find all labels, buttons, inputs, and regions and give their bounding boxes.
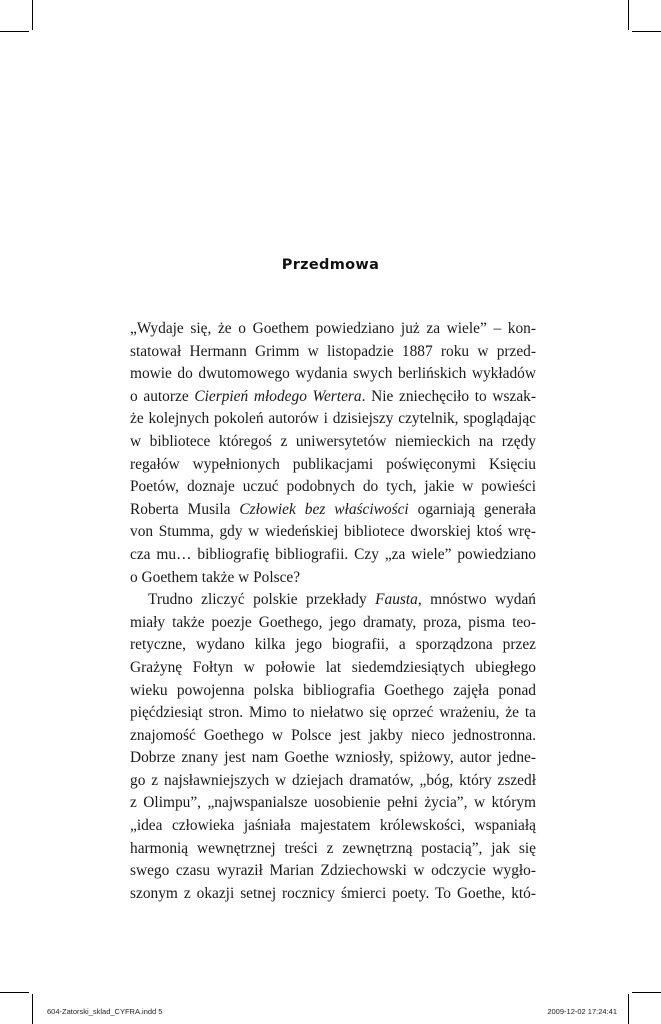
text-line — [130, 680, 536, 703]
text-line — [130, 499, 536, 522]
italic-title: Fausta — [375, 591, 418, 609]
text-line — [130, 838, 536, 861]
text-line — [130, 770, 536, 793]
text-line — [130, 318, 536, 341]
text-line — [130, 815, 536, 838]
text-run: ogarniają generała — [408, 500, 536, 518]
italic-title: Cierpień młodego Wertera — [194, 387, 362, 405]
text-run: retyczne, wydano kilka jego biografii, a sporządzona przez — [130, 636, 536, 654]
text-line — [130, 612, 536, 635]
text-run: Roberta Musila — [130, 500, 240, 518]
text-line — [130, 544, 536, 567]
text-line — [130, 454, 536, 477]
crop-mark-bottom-right-h — [632, 992, 661, 993]
text-run: . Nie zniechęciło to wszak- — [361, 387, 537, 405]
text-run: miały także poezje Goethego, jego dramaty, proza, pisma teo- — [130, 613, 536, 631]
text-run: go z najsławniejszych w dziejach dramatów, „bóg, który zszedł — [130, 771, 536, 789]
text-line — [130, 567, 536, 590]
print-footer — [0, 1007, 661, 1019]
crop-mark-top-left-h — [0, 31, 29, 32]
crop-mark-bottom-left-h — [0, 992, 29, 993]
body-text — [130, 318, 536, 905]
text-line — [130, 363, 536, 386]
italic-title: Człowiek bez właściwości — [239, 500, 409, 518]
text-line — [130, 408, 536, 431]
text-line — [130, 702, 536, 725]
text-run: wieku powojenna polska bibliografia Goethego zajęła ponad — [130, 681, 536, 699]
text-run: o Goethem także w Polsce? — [130, 568, 301, 586]
text-line — [130, 476, 536, 499]
footer-timestamp: 2009-12-02 17:24:41 — [547, 1007, 617, 1016]
text-line — [130, 521, 536, 544]
text-run: w bibliotece któregoś z uniwersytetów niemieckich na rzędy — [130, 432, 536, 450]
text-line — [130, 883, 536, 906]
footer-filename: 604-Zatorski_sklad_CYFRA.indd 5 — [47, 1007, 163, 1016]
text-run: Dobrze znany jest nam Goethe wzniosły, spiżowy, autor jedne- — [130, 749, 536, 767]
text-run: Grażynę Fołtyn w połowie lat siedemdziesiątych ubiegłego — [130, 658, 536, 676]
text-line — [130, 431, 536, 454]
text-line — [130, 386, 536, 409]
text-run: że kolejnych pokoleń autorów i dzisiejszy czytelnik, spoglądając — [130, 410, 536, 428]
text-line — [130, 341, 536, 364]
text-run: swego czasu wyraził Marian Zdziechowski w odczycie wygło- — [130, 862, 536, 880]
text-line — [130, 747, 536, 770]
text-line — [130, 725, 536, 748]
text-run: harmonią wewnętrznej treści z zewnętrzną postacią”, jak się — [130, 839, 536, 857]
text-run: regałów wypełnionych publikacjami poświęconymi Księciu — [130, 455, 536, 473]
text-run: von Stumma, gdy w wiedeńskiej bibliotece dworskiej ktoś wrę- — [130, 523, 536, 541]
text-run: Poetów, doznaje uczuć podobnych do tych, jakie w powieści — [130, 478, 536, 496]
text-run: z Olimpu”, „najwspanialsze uosobienie pełni życia”, w którym — [130, 794, 536, 812]
text-run: szonym z okazji setnej rocznicy śmierci poety. To Goethe, któ- — [130, 884, 536, 902]
page-title: Przedmowa — [281, 257, 380, 273]
text-run: statował Hermann Grimm w listopadzie 1887 roku w przed- — [130, 342, 536, 360]
text-run: mowie do dwutomowego wydania swych berlińskich wykładów — [130, 365, 536, 383]
text-run: „Wydaje się, że o Goethem powiedziano już za wiele” – kon- — [130, 320, 536, 337]
text-run: znajomość Goethego w Polsce jest jakby nieco jednostronna. — [130, 726, 536, 744]
crop-mark-top-left — [32, 0, 33, 30]
text-run: pięćdziesiąt stron. Mimo to niełatwo się oprzeć wrażeniu, że ta — [130, 704, 536, 722]
crop-mark-top-right — [628, 0, 629, 30]
text-line — [130, 860, 536, 883]
crop-mark-top-right-h — [632, 31, 661, 32]
text-line — [130, 589, 536, 612]
text-run: , mnóstwo wydań — [417, 591, 536, 609]
text-line — [130, 792, 536, 815]
text-run: „idea człowieka jaśniała majestatem królewskości, wspaniałą — [130, 817, 536, 835]
text-run: Trudno zliczyć polskie przekłady — [148, 591, 376, 609]
text-line — [130, 657, 536, 680]
text-run: cza mu… bibliografię bibliografii. Czy „za wiele” powiedziano — [130, 545, 536, 563]
text-run: o autorze — [130, 387, 195, 405]
text-line — [130, 634, 536, 657]
